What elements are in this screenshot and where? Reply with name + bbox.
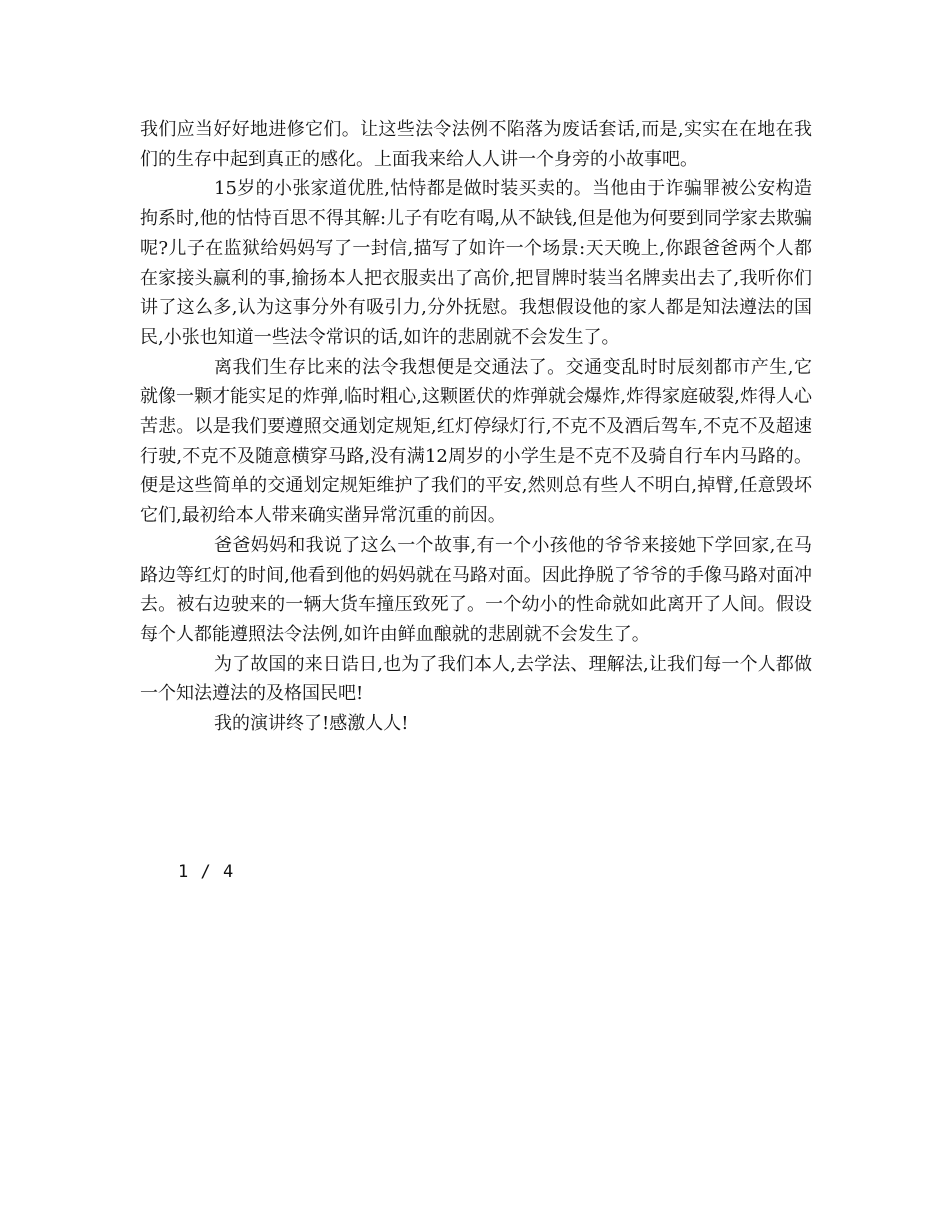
paragraph-1: 我们应当好好地进修它们。让这些法令法例不陷落为废话套话,而是,实实在在地在我们的生存中起到真正的感化。上面我来给人人讲一个身旁的小故事吧。 (140, 119, 812, 170)
document-body (140, 115, 812, 739)
paragraph-2: 15岁的小张家道优胜,怙恃都是做时装买卖的。当他由于诈骗罪被公安构造拘系时,他的怙恃百思不得其解:儿子有吃有喝,从不缺钱,但是他为何要到同学家去欺骗呢?儿子在监狱给妈妈写了一封信,描写了如许一个场景:天天晚上,你跟爸爸两个人都在家接头赢利的事,揄扬本人把衣服卖出了高价,把冒牌时装当名牌卖出去了,我听你们讲了这么多,认为这事分外有吸引力,分外抚慰。我想假设他的家人都是知法遵法的国民,小张也知道一些法令常识的话,如许的悲剧就不会发生了。 (140, 178, 812, 348)
paragraph-5: 为了故国的来日诰日,也为了我们本人,去学法、理解法,让我们每一个人都做一个知法遵法的及格国民吧! (140, 653, 812, 705)
paragraph-6: 我的演讲终了!感激人人! (214, 713, 409, 735)
page-number: 1 / 4 (178, 862, 235, 882)
paragraph-3: 离我们生存比来的法令我想便是交通法了。交通变乱时时辰刻都市产生,它就像一颗才能实足的炸弹,临时粗心,这颗匿伏的炸弹就会爆炸,炸得家庭破裂,炸得人心苦悲。以是我们要遵照交通划定规矩,红灯停绿灯行,不克不及酒后驾车,不克不及超速行驶,不克不及随意横穿马路,没有满12周岁的小学生是不克不及骑自行车内马路的。便是这些简单的交通划定规矩维护了我们的平安,然则总有些人不明白,掉臂,任意毁坏它们,最初给本人带来确实凿异常沉重的前因。 (140, 356, 812, 527)
paragraph-4: 爸爸妈妈和我说了这么一个故事,有一个小孩他的爷爷来接她下学回家,在马路边等红灯的时间,他看到他的妈妈就在马路对面。因此挣脱了爷爷的手像马路对面冲去。被右边驶来的一辆大货车撞压致死了。一个幼小的性命就如此离开了人间。假设每个人都能遵照法令法例,如许由鲜血酿就的悲剧就不会发生了。 (140, 534, 812, 645)
